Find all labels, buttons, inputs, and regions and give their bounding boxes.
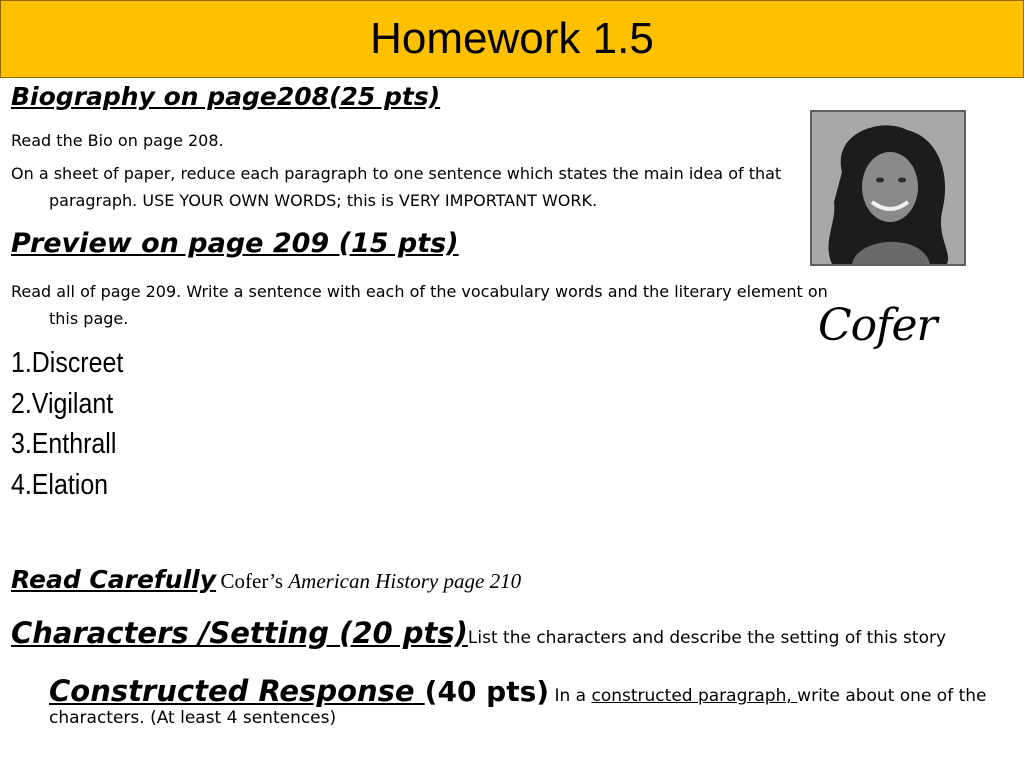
biography-heading: Biography on page208(25 pts): [11, 82, 441, 111]
constructed-points: (40 pts): [424, 675, 550, 708]
vocabulary-item-4: 4.Elation: [11, 468, 109, 501]
author-photo: [810, 110, 966, 266]
constructed-text-a: In a: [549, 686, 592, 706]
read-carefully-heading: Read Carefully: [11, 565, 217, 594]
characters-line: [11, 616, 946, 650]
vocabulary-list: [11, 343, 123, 505]
biography-line-2: On a sheet of paper, reduce each paragraph to one sentence which states the main idea of that paragraph. USE YOUR OWN WORDS; this is VERY IMPORTANT WORK.: [11, 164, 782, 210]
biography-line-1: Read the Bio on page 208.: [11, 131, 224, 150]
read-carefully-author: Cofer’s: [220, 569, 289, 593]
slide-title: Homework 1.5: [370, 14, 654, 63]
constructed-text-b: write about one of the characters. (At least 4 sentences): [49, 686, 987, 728]
title-bar: [0, 0, 1024, 78]
characters-text: List the characters and describe the setting of this story: [467, 628, 947, 648]
photo-caption: Cofer: [818, 300, 937, 351]
author-portrait-image: [812, 112, 964, 264]
constructed-response-block: [11, 674, 1011, 728]
read-carefully-work: American History page 210: [288, 569, 522, 593]
preview-heading: Preview on page 209 (15 pts): [11, 228, 459, 259]
vocabulary-item-3: 3.Enthrall: [11, 428, 117, 460]
characters-heading: Characters /Setting (20 pts): [11, 616, 468, 650]
vocabulary-item-2: 2.Vigilant: [11, 387, 114, 420]
constructed-text-link: constructed paragraph,: [591, 686, 798, 706]
constructed-heading: Constructed Response: [49, 674, 425, 708]
read-carefully-line: [11, 565, 521, 594]
preview-text: Read all of page 209. Write a sentence with each of the vocabulary words and the literary element on this page.: [11, 282, 828, 328]
vocabulary-item-1: 1.Discreet: [11, 347, 124, 379]
